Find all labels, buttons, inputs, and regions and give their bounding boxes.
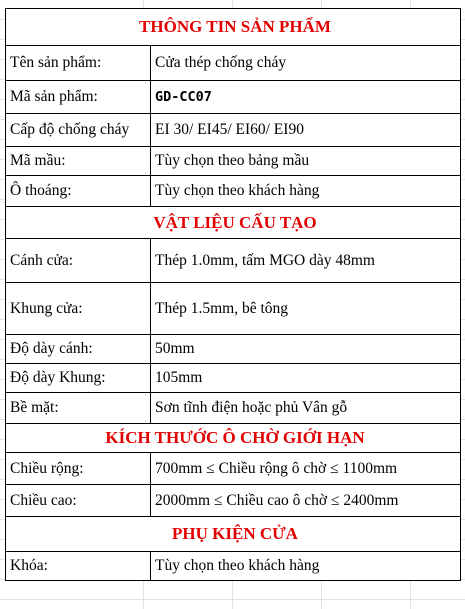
table-row <box>6 46 461 81</box>
cell-label-product-name[interactable]: Tên sản phẩm: <box>6 46 151 81</box>
cell-label-fire-rating[interactable]: Cấp độ chống cháy <box>6 114 151 147</box>
table-row <box>6 147 461 176</box>
cell-value-height[interactable]: 2000mm ≤ Chiều cao ô chờ ≤ 2400mm <box>151 485 461 517</box>
table-row <box>6 453 461 485</box>
section-header-row <box>6 207 461 239</box>
cell-label-product-code[interactable]: Mã sản phẩm: <box>6 81 151 114</box>
cell-value-color-code[interactable]: Tùy chọn theo bảng mầu <box>151 147 461 176</box>
table-row <box>6 239 461 283</box>
cell-label-height[interactable]: Chiều cao: <box>6 485 151 517</box>
section-header-row <box>6 424 461 453</box>
cell-value-leaf-thickness[interactable]: 50mm <box>151 335 461 364</box>
table-row <box>6 81 461 114</box>
table-row <box>6 364 461 393</box>
table-row <box>6 335 461 364</box>
cell-label-surface[interactable]: Bề mặt: <box>6 393 151 424</box>
cell-label-lock[interactable]: Khóa: <box>6 552 151 581</box>
cell-value-width[interactable]: 700mm ≤ Chiều rộng ô chờ ≤ 1100mm <box>151 453 461 485</box>
section-title-accessories[interactable]: PHỤ KIỆN CỬA <box>6 517 461 552</box>
table-row <box>6 552 461 581</box>
cell-value-frame-thickness[interactable]: 105mm <box>151 364 461 393</box>
cell-value-lock[interactable]: Tùy chọn theo khách hàng <box>151 552 461 581</box>
section-title-materials[interactable]: VẬT LIỆU CẤU TẠO <box>6 207 461 239</box>
section-title-dimensions[interactable]: KÍCH THƯỚC Ô CHỜ GIỚI HẠN <box>6 424 461 453</box>
table-row <box>6 485 461 517</box>
section-title-product-info[interactable]: THÔNG TIN SẢN PHẨM <box>6 9 461 46</box>
table-row <box>6 114 461 147</box>
cell-value-frame[interactable]: Thép 1.5mm, bê tông <box>151 283 461 335</box>
cell-label-width[interactable]: Chiều rộng: <box>6 453 151 485</box>
cell-value-surface[interactable]: Sơn tĩnh điện hoặc phủ Vân gỗ <box>151 393 461 424</box>
cell-label-frame-thickness[interactable]: Độ dày Khung: <box>6 364 151 393</box>
product-spec-table <box>5 8 461 581</box>
section-header-row <box>6 517 461 552</box>
cell-value-fire-rating[interactable]: EI 30/ EI45/ EI60/ EI90 <box>151 114 461 147</box>
section-header-row <box>6 9 461 46</box>
cell-label-vent[interactable]: Ô thoáng: <box>6 176 151 207</box>
cell-label-color-code[interactable]: Mã mầu: <box>6 147 151 176</box>
cell-value-door-leaf[interactable]: Thép 1.0mm, tấm MGO dày 48mm <box>151 239 461 283</box>
table-row <box>6 393 461 424</box>
cell-label-frame[interactable]: Khung cửa: <box>6 283 151 335</box>
cell-value-product-name[interactable]: Cửa thép chống cháy <box>151 46 461 81</box>
cell-label-leaf-thickness[interactable]: Độ dày cánh: <box>6 335 151 364</box>
cell-value-product-code[interactable]: GD-CC07 <box>151 81 461 114</box>
cell-label-door-leaf[interactable]: Cánh cửa: <box>6 239 151 283</box>
cell-value-vent[interactable]: Tùy chọn theo khách hàng <box>151 176 461 207</box>
table-row <box>6 283 461 335</box>
table-row <box>6 176 461 207</box>
